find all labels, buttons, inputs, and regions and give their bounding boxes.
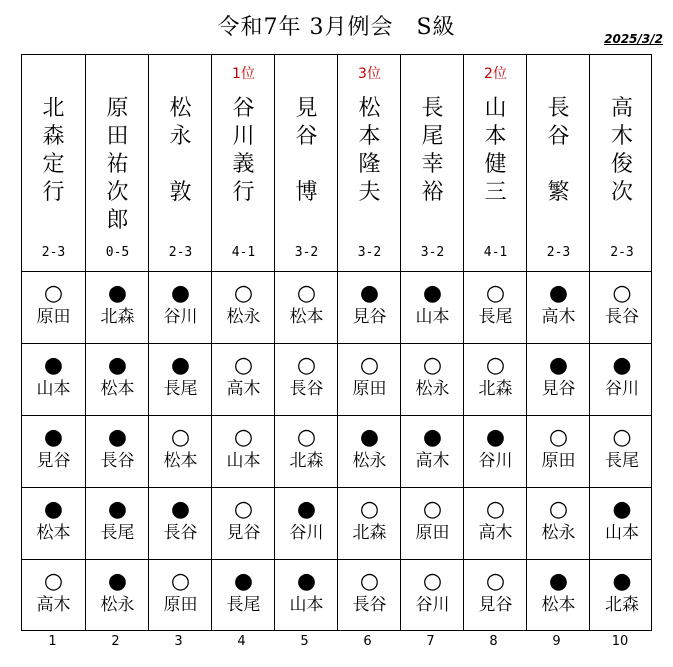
result-cell — [86, 343, 149, 415]
result-cell — [527, 271, 590, 343]
opponent-name: 原田 — [415, 523, 450, 543]
result-mark-icon: ○ — [43, 281, 64, 306]
opponent-name: 長谷 — [352, 595, 387, 615]
opponent-name: 山本 — [36, 379, 71, 399]
result-cell — [212, 559, 275, 631]
player-name: 松 本 隆 夫 — [358, 96, 381, 205]
opponent-name: 松本 — [289, 307, 324, 327]
player-header — [401, 55, 464, 271]
result-mark-icon: ● — [612, 569, 632, 594]
result-cell — [590, 415, 654, 487]
opponent-name: 長尾 — [605, 451, 639, 471]
opponent-name: 北森 — [100, 307, 135, 327]
result-mark-icon: ● — [43, 425, 64, 450]
opponent-name: 谷川 — [605, 379, 639, 399]
result-cell — [590, 271, 654, 343]
player-header — [212, 55, 275, 271]
result-mark-icon: ○ — [170, 425, 191, 450]
result-cell — [275, 343, 338, 415]
result-cell — [401, 271, 464, 343]
result-mark-icon: ● — [107, 281, 128, 306]
result-mark-icon: ○ — [485, 497, 506, 522]
opponent-name: 見谷 — [36, 451, 71, 471]
result-mark-icon: ○ — [485, 569, 506, 594]
result-cell — [212, 487, 275, 559]
opponent-name: 原田 — [352, 379, 387, 399]
result-mark-icon: ● — [107, 497, 128, 522]
opponent-name: 高木 — [36, 595, 71, 615]
opponent-name: 谷川 — [415, 595, 450, 615]
result-mark-icon: ● — [548, 281, 569, 306]
result-mark-icon: ○ — [296, 425, 317, 450]
player-score: 2-3 — [610, 245, 634, 260]
opponent-name: 谷川 — [289, 523, 324, 543]
opponent-name: 松本 — [541, 595, 576, 615]
result-cell — [86, 487, 149, 559]
result-cell — [401, 559, 464, 631]
row-divider — [22, 415, 651, 416]
row-divider — [22, 559, 651, 560]
result-mark-icon: ● — [107, 425, 128, 450]
column-number: 3 — [174, 634, 183, 649]
result-cell — [212, 415, 275, 487]
result-cell — [464, 271, 527, 343]
opponent-name: 山本 — [605, 523, 639, 543]
column-number: 10 — [611, 634, 629, 649]
player-header — [464, 55, 527, 271]
player-score: 2-3 — [41, 245, 66, 260]
result-mark-icon: ○ — [296, 281, 317, 306]
result-mark-icon: ○ — [233, 281, 254, 306]
result-cell — [464, 559, 527, 631]
player-score: 2-3 — [168, 245, 193, 260]
result-cell — [338, 559, 401, 631]
column-number: 7 — [426, 634, 435, 649]
result-mark-icon: ○ — [359, 569, 380, 594]
result-cell — [275, 559, 338, 631]
result-cell — [22, 415, 85, 487]
result-mark-icon: ○ — [43, 569, 64, 594]
result-cell — [22, 271, 85, 343]
rank-label: 3位 — [358, 66, 381, 82]
result-cell — [527, 415, 590, 487]
result-mark-icon: ● — [43, 497, 64, 522]
opponent-name: 長尾 — [163, 379, 198, 399]
result-mark-icon: ○ — [296, 353, 317, 378]
opponent-name: 松永 — [352, 451, 387, 471]
player-score: 0-5 — [105, 245, 130, 260]
player-name: 長 谷 繁 — [547, 96, 570, 205]
column-number: 2 — [111, 634, 120, 649]
result-mark-icon: ○ — [422, 569, 443, 594]
result-cell — [22, 343, 85, 415]
result-mark-icon: ○ — [422, 497, 443, 522]
result-cell — [22, 487, 85, 559]
result-mark-icon: ○ — [548, 425, 569, 450]
result-mark-icon: ● — [612, 353, 632, 378]
result-cell — [149, 415, 212, 487]
player-score: 2-3 — [546, 245, 571, 260]
column-number: 5 — [300, 634, 309, 649]
result-cell — [149, 487, 212, 559]
result-mark-icon: ● — [422, 281, 443, 306]
result-mark-icon: ● — [548, 353, 569, 378]
player-name: 谷 川 義 行 — [232, 96, 255, 205]
opponent-name: 山本 — [415, 307, 450, 327]
player-name: 北 森 定 行 — [42, 96, 65, 205]
result-mark-icon: ○ — [612, 425, 632, 450]
result-cell — [401, 415, 464, 487]
opponent-name: 高木 — [226, 379, 261, 399]
opponent-name: 長谷 — [605, 307, 639, 327]
player-score: 3-2 — [294, 245, 319, 260]
result-cell — [590, 559, 654, 631]
opponent-name: 長谷 — [289, 379, 324, 399]
result-mark-icon: ○ — [612, 281, 632, 306]
opponent-name: 見谷 — [352, 307, 387, 327]
result-mark-icon: ● — [170, 281, 191, 306]
opponent-name: 長尾 — [478, 307, 513, 327]
player-score: 4-1 — [483, 245, 508, 260]
player-header — [86, 55, 149, 271]
result-mark-icon: ● — [296, 497, 317, 522]
result-mark-icon: ○ — [233, 425, 254, 450]
result-cell — [338, 415, 401, 487]
result-mark-icon: ● — [170, 353, 191, 378]
opponent-name: 長尾 — [226, 595, 261, 615]
event-date: 2025/3/2 — [604, 32, 663, 46]
row-divider — [22, 271, 651, 272]
opponent-name: 北森 — [605, 595, 639, 615]
result-cell — [275, 415, 338, 487]
row-divider — [22, 487, 651, 488]
player-name: 見 谷 博 — [295, 96, 318, 205]
result-cell — [527, 343, 590, 415]
result-mark-icon: ○ — [548, 497, 569, 522]
result-cell — [590, 343, 654, 415]
result-mark-icon: ● — [170, 497, 191, 522]
result-cell — [86, 559, 149, 631]
result-mark-icon: ○ — [170, 569, 191, 594]
result-cell — [401, 343, 464, 415]
result-cell — [149, 559, 212, 631]
opponent-name: 高木 — [541, 307, 576, 327]
player-name: 山 本 健 三 — [484, 96, 507, 205]
player-name: 長 尾 幸 裕 — [421, 96, 444, 205]
result-cell — [590, 487, 654, 559]
result-mark-icon: ○ — [359, 353, 380, 378]
opponent-name: 松永 — [100, 595, 135, 615]
opponent-name: 松本 — [100, 379, 135, 399]
row-divider — [22, 343, 651, 344]
opponent-name: 見谷 — [541, 379, 576, 399]
rank-label: 2位 — [484, 66, 507, 82]
result-mark-icon: ● — [359, 425, 380, 450]
column-number: 9 — [552, 634, 561, 649]
result-mark-icon: ● — [485, 425, 506, 450]
player-header — [275, 55, 338, 271]
column-number: 8 — [489, 634, 498, 649]
opponent-name: 山本 — [289, 595, 324, 615]
opponent-name: 北森 — [352, 523, 387, 543]
result-mark-icon: ● — [107, 569, 128, 594]
result-mark-icon: ○ — [422, 353, 443, 378]
player-header — [149, 55, 212, 271]
result-cell — [149, 343, 212, 415]
result-cell — [338, 487, 401, 559]
opponent-name: 高木 — [478, 523, 513, 543]
result-mark-icon: ● — [359, 281, 380, 306]
result-mark-icon: ● — [548, 569, 569, 594]
opponent-name: 見谷 — [226, 523, 261, 543]
result-cell — [212, 271, 275, 343]
result-cell — [275, 271, 338, 343]
result-mark-icon: ● — [233, 569, 254, 594]
result-mark-icon: ● — [612, 497, 632, 522]
result-mark-icon: ○ — [485, 353, 506, 378]
result-cell — [338, 271, 401, 343]
opponent-name: 長尾 — [100, 523, 135, 543]
opponent-name: 松本 — [163, 451, 198, 471]
result-mark-icon: ○ — [233, 497, 254, 522]
opponent-name: 長谷 — [163, 523, 198, 543]
results-table — [21, 54, 652, 631]
opponent-name: 松永 — [415, 379, 450, 399]
player-score: 3-2 — [420, 245, 445, 260]
result-cell — [149, 271, 212, 343]
result-mark-icon: ● — [43, 353, 64, 378]
result-cell — [464, 487, 527, 559]
result-cell — [86, 415, 149, 487]
result-cell — [527, 487, 590, 559]
player-score: 3-2 — [357, 245, 382, 260]
result-cell — [401, 487, 464, 559]
result-mark-icon: ○ — [233, 353, 254, 378]
result-cell — [22, 559, 85, 631]
result-cell — [275, 487, 338, 559]
opponent-name: 松永 — [541, 523, 576, 543]
result-cell — [212, 343, 275, 415]
result-mark-icon: ● — [422, 425, 443, 450]
opponent-name: 原田 — [36, 307, 71, 327]
rank-label: 1位 — [232, 66, 255, 82]
result-cell — [464, 343, 527, 415]
opponent-name: 北森 — [289, 451, 324, 471]
opponent-name: 長谷 — [100, 451, 135, 471]
opponent-name: 谷川 — [478, 451, 513, 471]
result-cell — [527, 559, 590, 631]
player-score: 4-1 — [231, 245, 256, 260]
opponent-name: 高木 — [415, 451, 450, 471]
result-mark-icon: ○ — [359, 497, 380, 522]
result-mark-icon: ● — [107, 353, 128, 378]
opponent-name: 谷川 — [163, 307, 198, 327]
opponent-name: 原田 — [163, 595, 198, 615]
opponent-name: 松本 — [36, 523, 71, 543]
result-cell — [86, 271, 149, 343]
opponent-name: 松永 — [226, 307, 261, 327]
column-number: 1 — [48, 634, 57, 649]
column-number: 4 — [237, 634, 246, 649]
player-header — [590, 55, 654, 271]
page-title: 令和7年 3月例会 S級 — [217, 15, 456, 40]
opponent-name: 原田 — [541, 451, 576, 471]
opponent-name: 山本 — [226, 451, 261, 471]
opponent-name: 北森 — [478, 379, 513, 399]
result-cell — [464, 415, 527, 487]
result-mark-icon: ○ — [485, 281, 506, 306]
player-name: 松 永 敦 — [169, 96, 192, 205]
player-name: 高 木 俊 次 — [610, 96, 633, 205]
column-number: 6 — [363, 634, 372, 649]
player-header — [22, 55, 85, 271]
result-cell — [338, 343, 401, 415]
player-header — [338, 55, 401, 271]
result-mark-icon: ● — [296, 569, 317, 594]
opponent-name: 見谷 — [478, 595, 513, 615]
player-header — [527, 55, 590, 271]
player-name: 原 田 祐 次 郎 — [106, 96, 129, 233]
